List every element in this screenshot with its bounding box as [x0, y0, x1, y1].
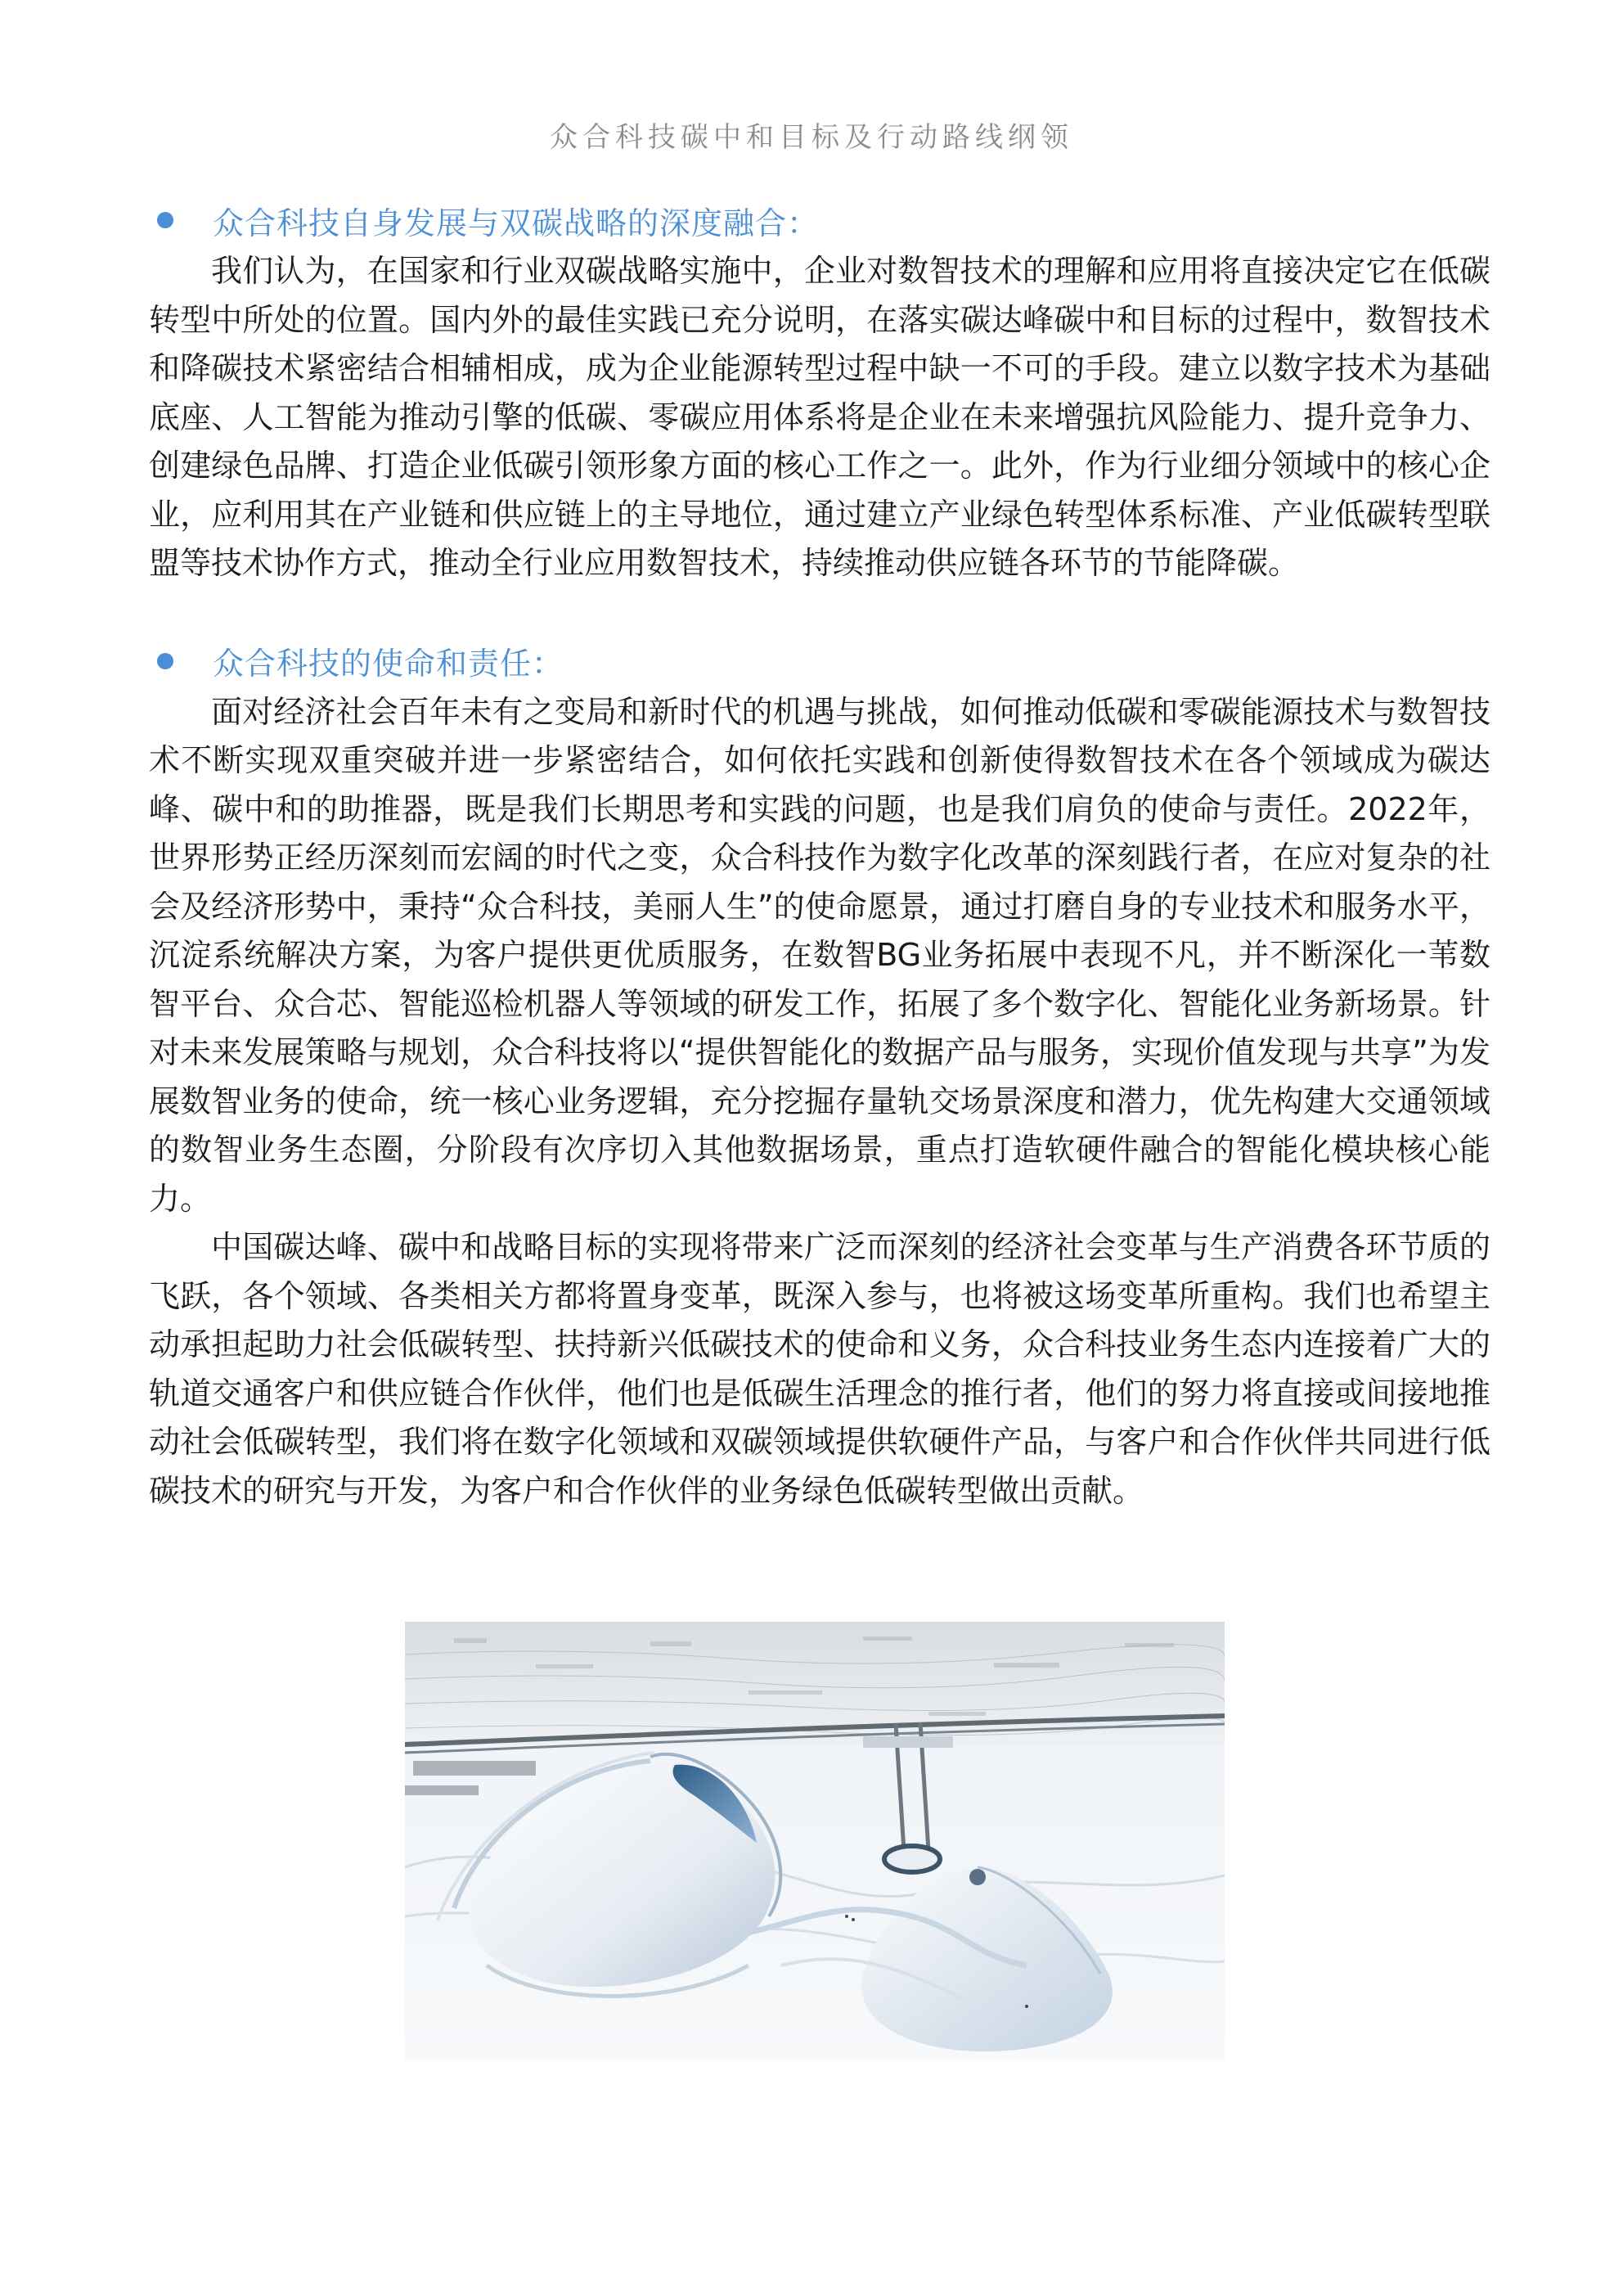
paragraph: 中国碳达峰、碳中和战略目标的实现将带来广泛而深刻的经济社会变革与生产消费各环节质的飞跃，各个领域、各类相关方都将置身变革，既深入参与，也将被这场变革所重构。我们也希望主动承担起助力社会低碳转型、扶持新兴低碳技术的使命和义务，众合科技业务生态内连接着广大的轨道交通客户和供应链合作伙伴，他们也是低碳生活理念的推行者，他们的努力将直接或间接地推动社会低碳转型，我们将在数字化领域和双碳领域提供软硬件产品，与客户和合作伙伴共同进行低碳技术的研究与开发，为客户和合作伙伴的业务绿色低碳转型做出贡献。	[149, 1229, 1490, 1509]
section-heading	[149, 637, 1490, 685]
section-heading-text: 众合科技自身发展与双碳战略的深度融合：	[213, 205, 820, 241]
paragraph: 面对经济社会百年未有之变局和新时代的机遇与挑战，如何推动低碳和零碳能源技术与数智技术不断实现双重突破并进一步紧密结合，如何依托实践和创新使得数智技术在各个领域成为碳达峰、碳中和的助推器，既是我们长期思考和实践的问题，也是我们肩负的使命与责任。2022年，世界形势正经历深刻而宏阔的时代之变，众合科技作为数字化改革的深刻践行者，在应对复杂的社会及经济形势中，秉持“众合科技，美丽人生”的使命愿景，通过打磨自身的专业技术和服务水平，沉淀系统解决方案，为客户提供更优质服务，在数智BG业务拓展中表现不凡，并不断深化一苇数智平台、众合芯、智能巡检机器人等领域的研发工作，拓展了多个数字化、智能化业务新场景。针对未来发展策略与规划，众合科技将以“提供智能化的数据产品与服务，实现价值发现与共享”为发展数智业务的使命，统一核心业务逻辑，充分挖掘存量轨交场景深度和潜力，优先构建大交通领域的数智业务生态圈，分阶段有次序切入其他数据场景，重点打造软硬件融合的智能化模块核心能力。	[149, 693, 1490, 1217]
architecture-illustration	[405, 1622, 1225, 2061]
bullet-dot-icon	[157, 212, 173, 228]
section-mission-responsibility	[149, 637, 1490, 1516]
section-heading	[149, 196, 1490, 244]
section-dual-carbon-integration	[149, 196, 1490, 588]
bullet-dot-icon	[157, 653, 173, 669]
paragraph: 我们认为，在国家和行业双碳战略实施中，企业对数智技术的理解和应用将直接决定它在低碳转型中所处的位置。国内外的最佳实践已充分说明，在落实碳达峰碳中和目标的过程中，数智技术和降碳技术紧密结合相辅相成，成为企业能源转型过程中缺一不可的手段。建立以数字技术为基础底座、人工智能为推动引擎的低碳、零碳应用体系将是企业在未来增强抗风险能力、提升竞争力、创建绿色品牌、打造企业低碳引领形象方面的核心工作之一。此外，作为行业细分领域中的核心企业，应利用其在产业链和供应链上的主导地位，通过建立产业绿色转型体系标准、产业低碳转型联盟等技术协作方式，推动全行业应用数智技术，持续推动供应链各环节的节能降碳。	[149, 253, 1490, 581]
page-header-title: 众合科技碳中和目标及行动路线纲领	[550, 121, 1073, 154]
snow-architecture-photo	[405, 1622, 1225, 2061]
section-heading-text: 众合科技的使命和责任：	[213, 646, 564, 682]
document-body	[149, 196, 1490, 1515]
